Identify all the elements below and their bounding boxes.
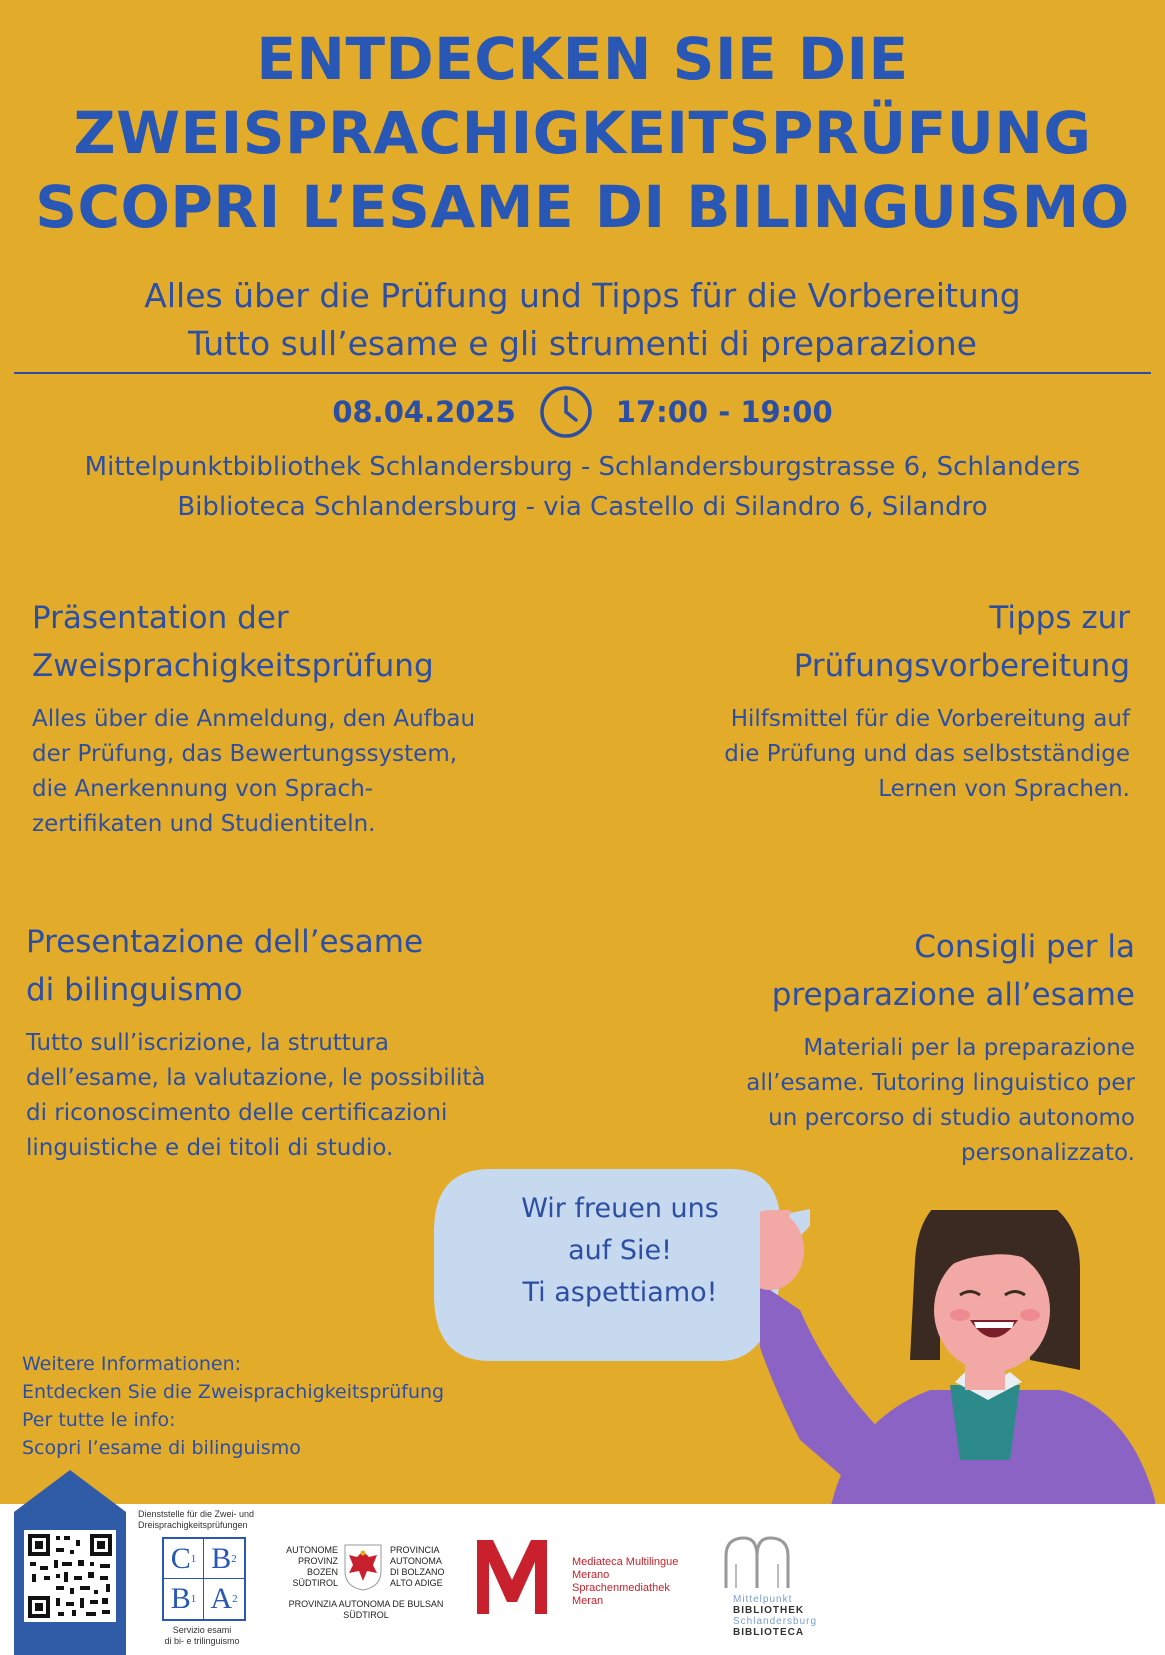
section-tips-de <box>600 594 1130 807</box>
divider <box>14 372 1151 374</box>
venue-de: Mittelpunktbibliothek Schlandersburg - Schlandersburgstrasse 6, Schlanders <box>84 452 1081 482</box>
title-line-3: SCOPRI L’ESAME DI BILINGUISMO <box>35 173 1130 241</box>
section-text: Materiali per la preparazione all’esame. Tutoring linguistico per un percorso di studio autonomo personalizzato. <box>746 1035 1135 1166</box>
section-text: Tutto sull’iscrizione, la struttura dell’esame, la valutazione, le possibilità di riconoscimento delle certificazioni linguistiche e dei titoli di studio. <box>26 1030 486 1161</box>
event-date: 08.04.2025 <box>332 395 516 429</box>
event-time: 17:00 - 19:00 <box>615 395 833 429</box>
subtitle-de: Alles über die Prüfung und Tipps für die Vorbereitung <box>144 276 1021 315</box>
section-presentation-it <box>26 918 626 1166</box>
event-datetime <box>0 384 1165 440</box>
section-text: Hilfsmittel für die Vorbereitung auf die Prüfung und das selbstständige Lernen von Sprachen. <box>724 706 1130 802</box>
event-venue <box>0 447 1165 527</box>
info-label-de: Weitere Informationen: <box>22 1353 242 1375</box>
cbba-logo: C 1 B 2 B 1 A 2 <box>162 1537 246 1621</box>
venue-it: Biblioteca Schlandersburg - via Castello di Silandro 6, Silandro <box>177 492 988 522</box>
province-label-it: PROVINCIA AUTONOMA DI BOLZANO ALTO ADIGE <box>390 1545 445 1588</box>
page-title <box>0 22 1165 244</box>
section-heading: Consigli per la preparazione all’esame <box>771 929 1135 1013</box>
section-heading: Presentazione dell’esame di bilinguismo <box>26 924 424 1008</box>
section-text: Alles über die Anmeldung, den Aufbau der Prüfung, das Bewertungssystem, die Anerkennung von Sprach- zertifikaten und Studientiteln. <box>32 706 476 837</box>
speech-bubble-text: Wir freuen uns auf Sie! Ti aspettiamo! <box>521 1193 719 1308</box>
clock-icon <box>538 384 594 440</box>
info-link-it[interactable]: Scopri l’esame di bilinguismo <box>22 1437 301 1459</box>
section-presentation-de <box>32 594 592 842</box>
subtitle-it: Tutto sull’esame e gli strumenti di preparazione <box>188 324 977 363</box>
province-label-lad: PROVINZIA AUTONOMA DE BULSAN SÜDTIROL <box>288 1599 444 1620</box>
further-info <box>22 1350 444 1462</box>
servizio-label: Servizio esami di bi- e trilinguismo <box>164 1625 240 1646</box>
bibliothek-label: Mittelpunkt BIBLIOTHEK Schlandersburg BIBLIOTECA <box>733 1594 818 1638</box>
tyrol-eagle-icon <box>343 1543 383 1591</box>
mediateca-m-logo <box>477 1540 547 1614</box>
info-link-de[interactable]: Entdecken Sie die Zweisprachigkeitsprüfung <box>22 1381 445 1403</box>
mediateca-label: Mediateca Multilingue Merano Sprachenmediathek Meran <box>572 1556 679 1607</box>
section-heading: Präsentation der Zweisprachigkeitsprüfung <box>32 600 434 684</box>
title-line-1: ENTDECKEN SIE DIE <box>256 25 909 93</box>
province-label-de: AUTONOME PROVINZ BOZEN SÜDTIROL <box>286 1545 338 1588</box>
info-label-it: Per tutte le info: <box>22 1409 176 1431</box>
title-line-2: ZWEISPRACHIGKEITSPRÜFUNG <box>73 99 1092 167</box>
section-heading: Tipps zur Prüfungsvorbereitung <box>793 600 1130 684</box>
subtitle <box>0 272 1165 368</box>
arch-icon <box>722 1534 792 1590</box>
dienststelle-label: Dienststelle für die Zwei- und Dreisprachigkeitsprüfungen <box>138 1509 255 1530</box>
section-tips-it <box>600 923 1135 1171</box>
qr-house <box>14 1470 126 1655</box>
